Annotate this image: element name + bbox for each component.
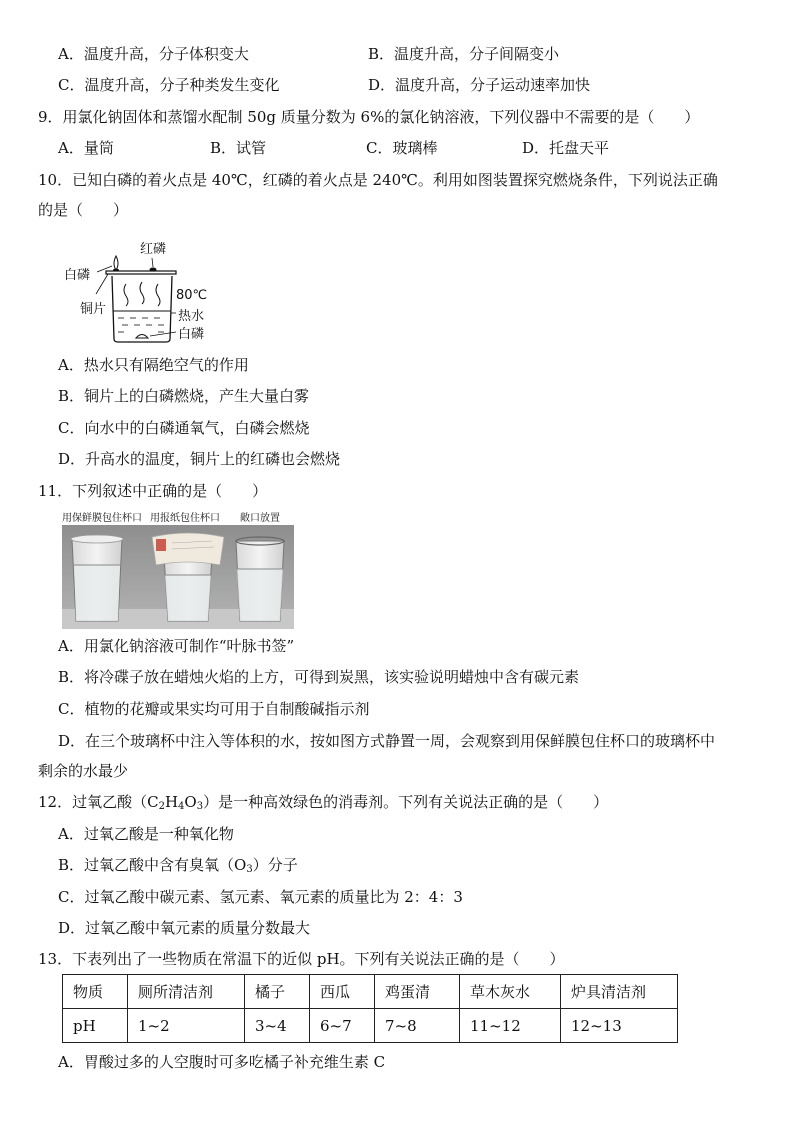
q9-option-d: D．托盘天平 — [522, 139, 610, 157]
combustion-apparatus-figure — [62, 236, 222, 346]
q10-option-b: B．铜片上的白磷燃烧，产生大量白雾 — [58, 387, 310, 405]
copper-plate-label: 铜片 — [80, 302, 107, 317]
table-cell: 12~13 — [561, 1009, 678, 1043]
q8-option-c: C．温度升高，分子种类发生变化 — [58, 76, 280, 94]
q10-option-a: A．热水只有隔绝空气的作用 — [58, 356, 249, 374]
q13-option-a: A．胃酸过多的人空腹时可多吃橘子补充维生素 C — [58, 1053, 386, 1071]
white-phosphorus-top-label: 白磷 — [64, 268, 91, 283]
table-cell: 6~7 — [310, 1009, 375, 1043]
table-cell: 11~12 — [460, 1009, 561, 1043]
photo-label-plastic-wrap: 用保鲜膜包住杯口 — [62, 513, 142, 524]
q11-stem: 11．下列叙述中正确的是（ ） — [38, 482, 268, 500]
q12-option-d: D．过氧乙酸中氧元素的质量分数最大 — [58, 919, 311, 937]
table-cell: 鸡蛋清 — [375, 975, 460, 1009]
table-cell: 7~8 — [375, 1009, 460, 1043]
q10-option-d: D．升高水的温度，铜片上的红磷也会燃烧 — [58, 450, 341, 468]
photo-label-open: 敞口放置 — [240, 513, 280, 524]
q12-formula-sub-c: 2 — [158, 801, 165, 812]
q12-option-b-pre: B．过氧乙酸中含有臭氧（O — [58, 856, 247, 874]
red-phosphorus-label: 红磷 — [140, 242, 167, 257]
table-row-ph — [63, 1009, 678, 1043]
q12-option-a: A．过氧乙酸是一种氧化物 — [58, 825, 234, 843]
table-cell: 1~2 — [128, 1009, 245, 1043]
temperature-label: 80℃ — [176, 288, 208, 303]
q12-formula-sub-h: 4 — [178, 801, 185, 812]
q11-option-a: A．用氯化钠溶液可制作“叶脉书签” — [58, 637, 295, 655]
table-cell: 草木灰水 — [460, 975, 561, 1009]
q11-option-d-line1: D．在三个玻璃杯中注入等体积的水，按如图方式静置一周，会观察到用保鲜膜包住杯口的玻璃杯中 — [58, 732, 716, 750]
table-cell: 炉具清洁剂 — [561, 975, 678, 1009]
q13-stem: 13．下表列出了一些物质在常温下的近似 pH。下列有关说法正确的是（ ） — [38, 950, 565, 968]
q9-option-a: A．量筒 — [58, 139, 114, 157]
q10-option-c: C．向水中的白磷通氧气，白磷会燃烧 — [58, 419, 310, 437]
q12-stem — [38, 792, 608, 817]
table-row-substance — [63, 975, 678, 1009]
table-cell: pH — [63, 1009, 128, 1043]
table-cell: 3~4 — [245, 1009, 310, 1043]
table-cell: 西瓜 — [310, 975, 375, 1009]
q11-option-d-line2: 剩余的水最少 — [38, 762, 129, 780]
three-glasses-photo — [62, 509, 294, 629]
glasses-photo-drawing — [62, 525, 294, 629]
q12-stem-pre: 12．过氧乙酸（C — [38, 793, 159, 811]
q10-stem-line1: 10．已知白磷的着火点是 40℃，红磷的着火点是 240℃。利用如图装置探究燃烧条件，下列说法正确 — [38, 171, 718, 189]
q12-option-b-sub: 3 — [246, 864, 253, 875]
q12-stem-post: ）是一种高效绿色的消毒剂。下列有关说法正确的是（ ） — [203, 793, 609, 811]
q9-option-b: B．试管 — [210, 139, 267, 157]
q12-option-b-post: ）分子 — [252, 856, 298, 874]
q11-option-c: C．植物的花瓣或果实均可用于自制酸碱指示剂 — [58, 700, 370, 718]
table-cell: 厕所清洁剂 — [128, 975, 245, 1009]
q8-option-b: B．温度升高，分子间隔变小 — [368, 45, 560, 63]
photo-label-newspaper: 用报纸包住杯口 — [150, 513, 220, 524]
q12-formula-o: O — [184, 793, 197, 811]
white-phosphorus-bottom-label: 白磷 — [178, 327, 205, 342]
table-cell: 物质 — [63, 975, 128, 1009]
q12-option-b — [58, 855, 298, 880]
q8-option-d: D．温度升高，分子运动速率加快 — [368, 76, 591, 94]
q11-option-b: B．将冷碟子放在蜡烛火焰的上方，可得到炭黑，该实验说明蜡烛中含有碳元素 — [58, 668, 580, 686]
ph-table — [62, 974, 678, 1043]
q9-option-c: C．玻璃棒 — [366, 139, 438, 157]
q9-stem: 9．用氯化钠固体和蒸馏水配制 50g 质量分数为 6%的氯化钠溶液，下列仪器中不需要的是（ ） — [38, 108, 700, 126]
q10-stem-line2: 的是（ ） — [38, 201, 129, 219]
q12-formula-h: H — [164, 793, 179, 811]
q12-formula-sub-o: 3 — [196, 801, 204, 812]
table-cell: 橘子 — [245, 975, 310, 1009]
q8-option-a: A．温度升高，分子体积变大 — [58, 45, 249, 63]
q12-option-c: C．过氧乙酸中碳元素、氢元素、氧元素的质量比为 2：4：3 — [58, 888, 463, 906]
hot-water-label: 热水 — [178, 309, 205, 324]
